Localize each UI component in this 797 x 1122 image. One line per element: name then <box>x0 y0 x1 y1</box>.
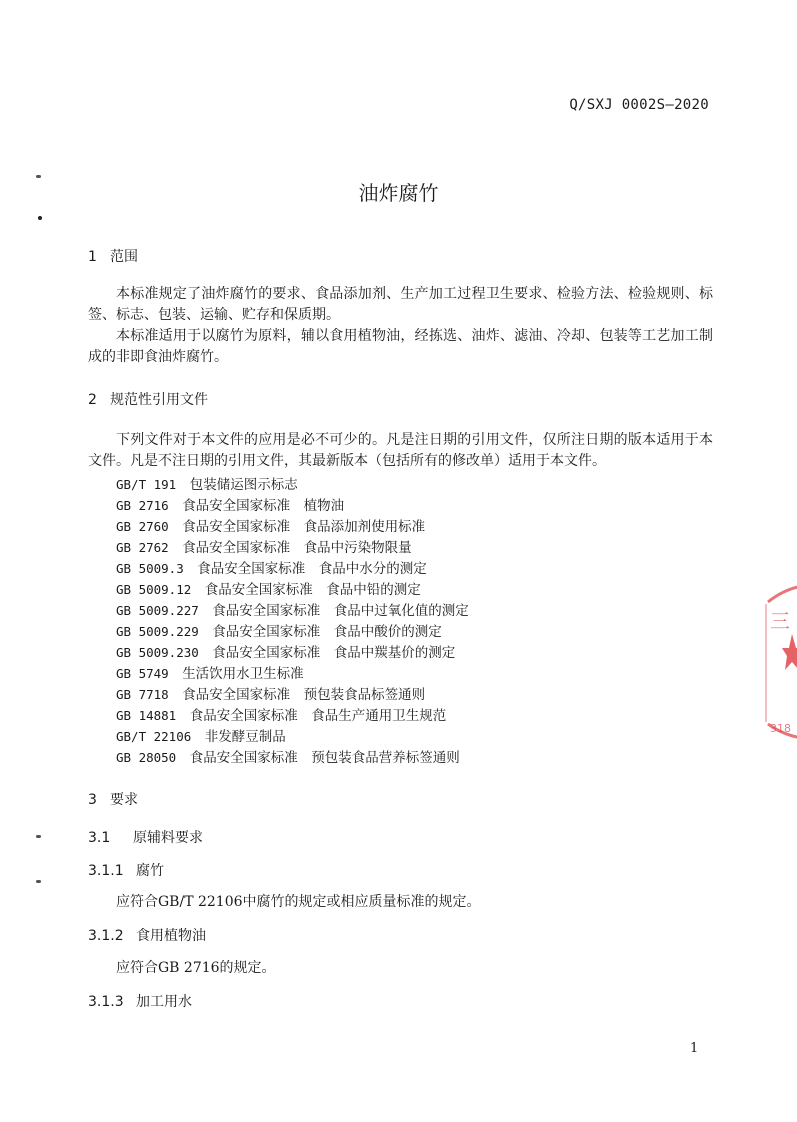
reference-item: GB 2716 食品安全国家标准 植物油 <box>116 498 345 514</box>
subsection-heading-3-1-1: 3.1.1 腐竹 <box>88 863 164 879</box>
paragraph: 下列文件对于本文件的应用是必不可少的。凡是注日期的引用文件，仅所注日期的版本适用于本文件。凡是不注日期的引用文件，其最新版本（包括所有的修改单）适用于本文件。 <box>88 432 713 469</box>
subsection-heading-3-1-3: 3.1.3 加工用水 <box>88 994 192 1010</box>
svg-text:三: 三 <box>770 609 790 633</box>
subsection-heading-3-1-2: 3.1.2 食用植物油 <box>88 928 206 944</box>
reference-item: GB 28050 食品安全国家标准 预包装食品营养标签通则 <box>116 750 460 766</box>
subsection-heading-3-1: 3.1 原辅料要求 <box>88 830 203 846</box>
reference-item: GB 5009.227 食品安全国家标准 食品中过氧化值的测定 <box>116 603 469 619</box>
reference-item: GB 5749 生活饮用水卫生标准 <box>116 666 304 682</box>
section-heading-2: 2 规范性引用文件 <box>88 392 208 408</box>
svg-text:318: 318 <box>770 722 791 735</box>
document-number: Q/SXJ 0002S—2020 <box>569 97 709 113</box>
paragraph: 应符合GB/T 22106中腐竹的规定或相应质量标准的规定。 <box>116 894 481 910</box>
page-number: 1 <box>690 1041 699 1056</box>
reference-item: GB 2760 食品安全国家标准 食品添加剂使用标准 <box>116 519 426 535</box>
reference-item: GB 2762 食品安全国家标准 食品中污染物限量 <box>116 540 412 556</box>
page-title: 油炸腐竹 <box>358 181 439 205</box>
scan-mark <box>36 175 41 178</box>
reference-item: GB/T 22106 非发酵豆制品 <box>116 729 286 745</box>
reference-item: GB 14881 食品安全国家标准 食品生产通用卫生规范 <box>116 708 447 724</box>
reference-item: GB/T 191 包装储运图示标志 <box>116 477 298 493</box>
reference-item: GB 5009.12 食品安全国家标准 食品中铅的测定 <box>116 582 421 598</box>
scan-mark <box>36 880 41 883</box>
paragraph: 本标准规定了油炸腐竹的要求、食品添加剂、生产加工过程卫生要求、检验方法、检验规则、标签、标志、包装、运输、贮存和保质期。 <box>88 286 713 323</box>
reference-item: GB 5009.230 食品安全国家标准 食品中羰基价的测定 <box>116 645 456 661</box>
reference-item: GB 5009.229 食品安全国家标准 食品中酸价的测定 <box>116 624 442 640</box>
section-heading-1: 1 范围 <box>88 249 138 265</box>
paragraph: 本标准适用于以腐竹为原料，辅以食用植物油，经拣选、油炸、滤油、冷却、包装等工艺加工制成的非即食油炸腐竹。 <box>88 328 713 365</box>
section-heading-3: 3 要求 <box>88 792 138 808</box>
scan-mark <box>36 835 41 838</box>
seal-stamp <box>762 582 797 742</box>
reference-item: GB 7718 食品安全国家标准 预包装食品标签通则 <box>116 687 426 703</box>
scan-mark <box>38 216 42 220</box>
reference-item: GB 5009.3 食品安全国家标准 食品中水分的测定 <box>116 561 427 577</box>
paragraph: 应符合GB 2716的规定。 <box>116 960 276 976</box>
